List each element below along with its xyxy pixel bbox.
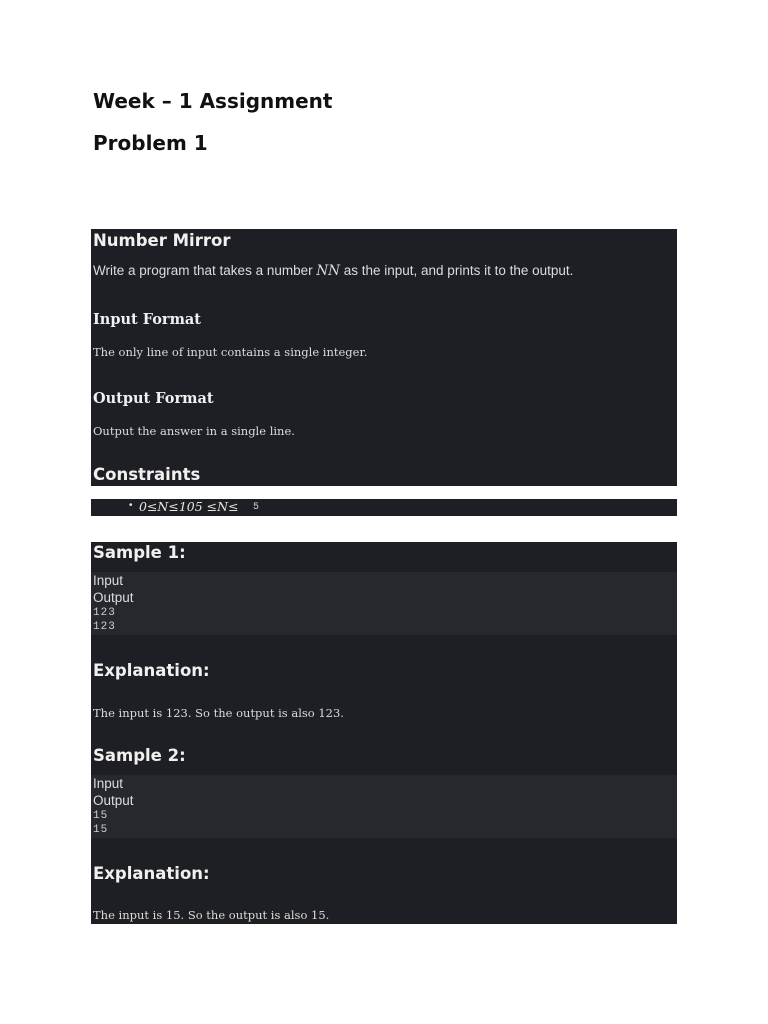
problem-statement: Write a program that takes a number NN as the input, and prints it to the output. xyxy=(93,263,574,279)
sample-2-input-value: 15 xyxy=(93,810,109,822)
sample-1-explanation-text: The input is 123. So the output is also 123. xyxy=(93,706,344,720)
constraints-heading: Constraints xyxy=(93,465,201,484)
sample-1-input-label: Input xyxy=(93,573,124,588)
sample-1-explanation-heading: Explanation: xyxy=(93,661,210,680)
sample-2-input-label: Input xyxy=(93,776,124,791)
constraint-text: 0≤N≤105 ≤N≤ xyxy=(139,499,239,514)
sample-2-heading: Sample 2: xyxy=(93,746,186,765)
problem-number: Problem 1 xyxy=(93,131,208,155)
input-format-heading: Input Format xyxy=(93,311,201,328)
sample-1-output-value: 123 xyxy=(93,621,116,633)
sample-2-output-value: 15 xyxy=(93,824,109,836)
constraint-exponent: 5 xyxy=(253,502,261,513)
sample-2-explanation-text: The input is 15. So the output is also 15. xyxy=(93,908,330,922)
problem-description-block xyxy=(91,229,677,486)
sample-1-input-value: 123 xyxy=(93,607,116,619)
bullet-icon: • xyxy=(129,500,133,511)
output-format-text: Output the answer in a single line. xyxy=(93,424,295,438)
sample-2-explanation-heading: Explanation: xyxy=(93,864,210,883)
statement-variable: NN xyxy=(316,263,340,279)
page-title: Week – 1 Assignment xyxy=(93,89,333,113)
output-format-heading: Output Format xyxy=(93,390,214,407)
samples-block xyxy=(91,542,677,924)
sample-2-output-label: Output xyxy=(93,793,134,808)
sample-1-output-label: Output xyxy=(93,590,134,605)
input-format-text: The only line of input contains a single integer. xyxy=(93,345,368,359)
constraint-bar xyxy=(91,499,677,516)
problem-name: Number Mirror xyxy=(93,231,231,250)
sample-2-io xyxy=(91,775,677,838)
sample-1-heading: Sample 1: xyxy=(93,543,186,562)
sample-1-io xyxy=(91,572,677,635)
